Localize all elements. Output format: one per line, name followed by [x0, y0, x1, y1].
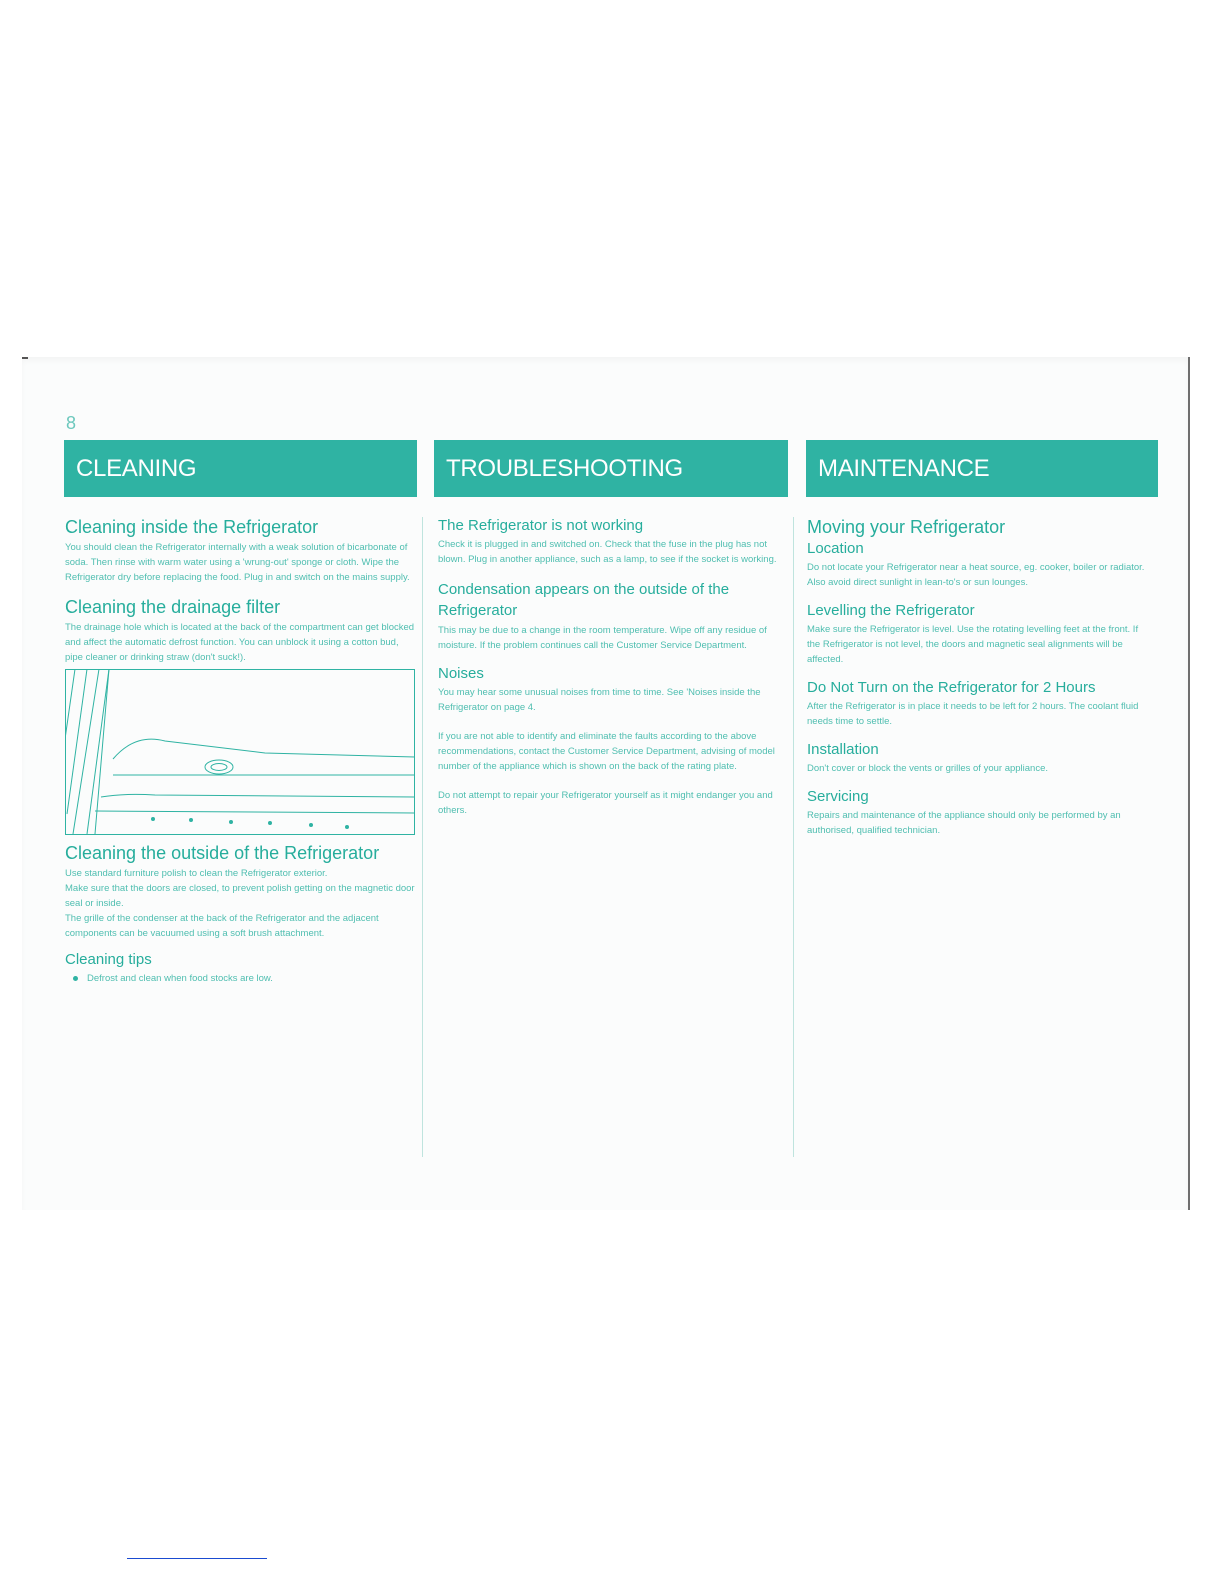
body-line: Make sure that the doors are closed, to prevent polish getting on the magnetic door seal or inside.: [65, 883, 415, 909]
cleaning-column: [65, 517, 415, 986]
section-body: Make sure the Refrigerator is level. Use the rotating levelling feet at the front. If the Refrigerator is not level, the doors and magnetic seal alignments will be affected.: [807, 624, 1139, 665]
underline-mark: [127, 1558, 267, 1559]
section-title: Cleaning the outside of the Refrigerator: [65, 843, 380, 863]
section-body: You should clean the Refrigerator internally with a weak solution of bicarbonate of soda. Then rinse with warm water using a 'wrung-out' sponge or cloth. Wipe the Refrigerator dry before replacing the food. Plug in and switch on the mains supply.: [65, 542, 410, 583]
drainage-filter-diagram: [65, 669, 415, 835]
subsection-title: Do Not Turn on the Refrigerator for 2 Hours: [807, 679, 1096, 696]
maintenance-column: [807, 517, 1152, 850]
section-body: After the Refrigerator is in place it needs to be left for 2 hours. The coolant fluid needs time to settle.: [807, 701, 1139, 727]
troubleshooting-header: TROUBLESHOOTING: [434, 440, 788, 497]
section-title: Cleaning inside the Refrigerator: [65, 517, 319, 537]
subsection-title: Location: [807, 540, 864, 557]
scan-mark: [22, 357, 28, 359]
section-title: Cleaning tips: [65, 951, 152, 968]
cleaning-header: CLEANING: [64, 440, 417, 497]
section-body: If you are not able to identify and eliminate the faults according to the above recommendations, contact the Customer Service Department, advising of model number of the appliance which is shown on the back of the rating plate.: [438, 731, 775, 772]
section-title: The Refrigerator is not working: [438, 517, 644, 534]
section-body: Repairs and maintenance of the appliance should only be performed by an authorised, qualified technician.: [807, 810, 1121, 836]
subsection-title: Installation: [807, 741, 879, 758]
body-line: The grille of the condenser at the back of the Refrigerator and the adjacent components can be vacuumed using a soft brush attachment.: [65, 913, 379, 939]
section-body: Check it is plugged in and switched on. Check that the fuse in the plug has not blown. Plug in another appliance, such as a lamp, to see if the socket is working.: [438, 539, 777, 565]
section-title: Condensation appears on the outside of the Refrigerator: [438, 581, 730, 619]
maintenance-header: MAINTENANCE: [806, 440, 1158, 497]
column-divider: [422, 517, 423, 1157]
list-item: Defrost and clean when food stocks are low.: [87, 971, 415, 986]
column-divider: [793, 517, 794, 1157]
section-body: Do not attempt to repair your Refrigerator yourself as it might endanger you and others.: [438, 790, 773, 816]
section-body: Don't cover or block the vents or grilles of your appliance.: [807, 763, 1049, 774]
section-body: Do not locate your Refrigerator near a heat source, eg. cooker, boiler or radiator. Also avoid direct sunlight in lean-to's or sun lounges.: [807, 562, 1145, 588]
subsection-title: Servicing: [807, 788, 869, 805]
section-body: This may be due to a change in the room temperature. Wipe off any residue of moisture. If the problem continues call the Customer Service Department.: [438, 625, 767, 651]
body-line: Use standard furniture polish to clean the Refrigerator exterior.: [65, 868, 328, 879]
section-title: Noises: [438, 665, 484, 682]
page-number: 8: [66, 413, 77, 433]
tips-list: [65, 971, 415, 986]
section-body: You may hear some unusual noises from time to time. See 'Noises inside the Refrigerator on page 4.: [438, 687, 761, 713]
subsection-title: Levelling the Refrigerator: [807, 602, 975, 619]
section-title: Cleaning the drainage filter: [65, 597, 281, 617]
section-body: The drainage hole which is located at the back of the compartment can get blocked and affect the automatic defrost function. You can unblock it using a cotton bud, pipe cleaner or drinking straw (don't suck!).: [65, 622, 415, 663]
section-body: [65, 866, 415, 941]
manual-page: [22, 357, 1190, 1210]
troubleshooting-column: [438, 517, 783, 830]
section-title: Moving your Refrigerator: [807, 517, 1006, 537]
